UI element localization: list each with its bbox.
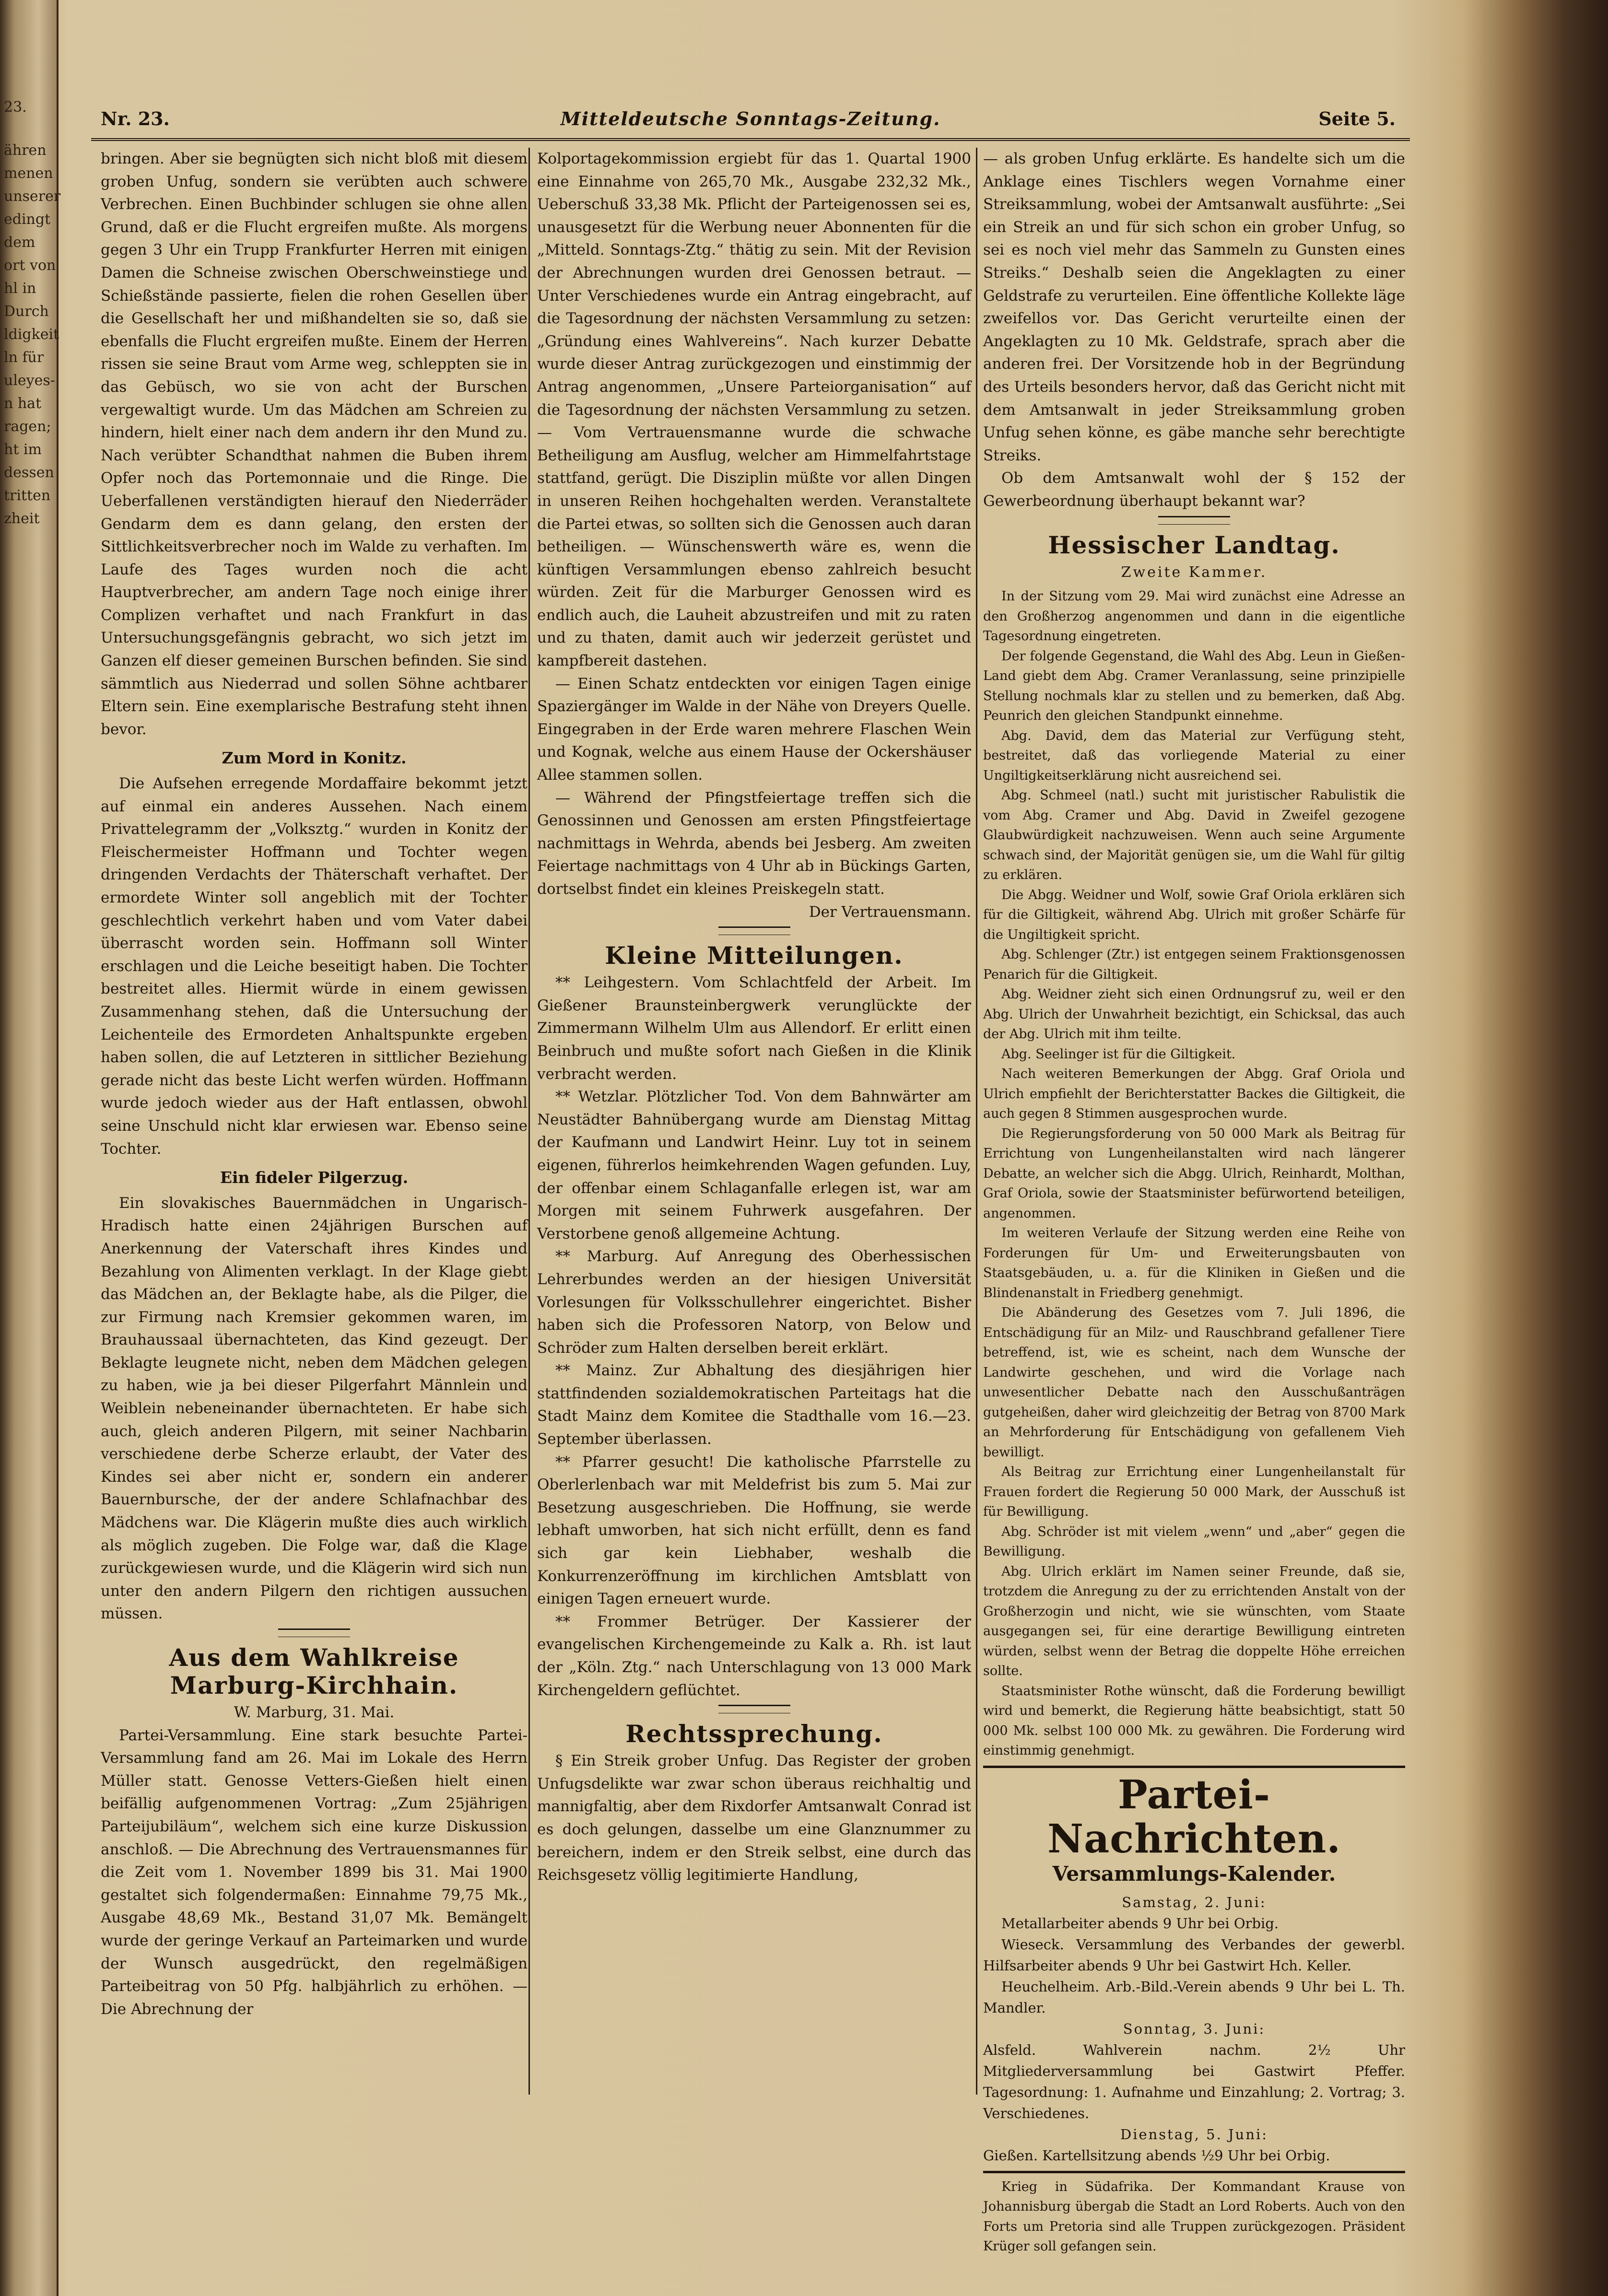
report-paragraph: Abg. Schmeel (natl.) sucht mit juristischer Rabulistik die vom Abg. Cramer und Abg. David in Zweifel gezogene Glaubwürdigkeit nachzuweisen. Wenn auch seine Argumente schwach sind, der Majorität genügen sie, um die Wahl für giltig zu erklären. bbox=[983, 788, 1405, 883]
issue-number: Nr. 23. bbox=[101, 108, 170, 129]
section-divider bbox=[718, 1705, 790, 1713]
report-paragraph: Abg. Seelinger ist für die Giltigkeit. bbox=[1001, 1046, 1236, 1062]
margin-fragment: edingt bbox=[4, 211, 51, 228]
column-rule bbox=[976, 148, 977, 2095]
section-divider bbox=[718, 926, 790, 935]
section-rule bbox=[983, 2171, 1405, 2173]
article-paragraph: Partei-Versammlung. Eine stark besuchte Partei-Versammlung fand am 26. Mai im Lokale des Herrn Müller statt. Genosse Vetters-Gießen hielt einen beifällig aufgenommenen Vortrag: „Zum 25jährigen Parteijubiläum“, welchem sich eine kurze Diskussion anschloß. — Die Abrechnung des Vertrauensmannes für die Zeit vom 1. November 1899 bis 31. Mai 1900 gestaltet sich folgendermaßen: Einnahme 79,75 Mk., Ausgabe 48,69 Mk., Bestand 31,07 Mk. Bemängelt wurde der geringe Verkauf an Parteimarken und wurde der Wunsch ausgedrückt, den regelmäßigen Parteibeitrag von 50 Pfg. halbjährlich zu erhöhen. — Die Abrechnung der bbox=[101, 1726, 528, 2018]
margin-fragment: Durch bbox=[4, 303, 49, 320]
article-heading: Zum Mord in Konitz. bbox=[222, 749, 407, 768]
report-paragraph: Staatsminister Rothe wünscht, daß die Forderung bewilligt wird und bemerkt, die Regierung hätte beabsichtigt, statt 50 000 Mk. selbst 100 000 Mk. zu gewähren. Die Forderung wird einstimmig genehmigt. bbox=[983, 1683, 1405, 1758]
article-paragraph: — Einen Schatz entdeckten vor einigen Tagen einige Spaziergänger im Walde in der Nähe von Dreyers Quelle. Eingegraben in der Erde waren mehrere Flaschen Wein und Kognak, welche aus einem Hause der Ockershäuser Allee stammen sollen. bbox=[537, 675, 971, 784]
report-paragraph: Die Abgg. Weidner und Wolf, sowie Graf Oriola erklären sich für die Giltigkeit, während Abg. Ulrich mit großer Schärfe für die Ungiltigkeit spricht. bbox=[983, 887, 1405, 942]
margin-fragment: n hat bbox=[4, 395, 42, 412]
report-paragraph: In der Sitzung vom 29. Mai wird zunächst eine Adresse an den Großherzog angenommen und dann in die eigentliche Tagesordnung eingetreten. bbox=[983, 589, 1405, 644]
column-3 bbox=[983, 148, 1405, 2254]
newspaper-page bbox=[91, 96, 1410, 2254]
margin-fragment: dessen bbox=[4, 464, 54, 481]
section-subheading: Versammlungs-Kalender. bbox=[1052, 1862, 1336, 1886]
column-rule bbox=[528, 148, 530, 2095]
news-item: ** Wetzlar. Plötzlicher Tod. Von dem Bahnwärter am Neustädter Bahnübergang wurde am Dienstag Mittag der Kaufmann und Landwirt Heinr. Luy tot in seinem eigenen, führerlos heimkehrenden Wagen gefunden. Luy, der offenbar einem Schlaganfalle erlegen ist, war am Morgen mit seinem Fuhrwerk ausgefahren. Der Verstorbene genoß allgemeine Achtung. bbox=[537, 1088, 971, 1242]
article-paragraph: bringen. Aber sie begnügten sich nicht bloß mit diesem groben Unfug, sondern sie verübten auch schwere Verbrechen. Einen Buchbinder schlugen sie ohne allen Grund, daß er die Flucht ergreifen mußte. Als morgens gegen 3 Uhr ein Trupp Frankfurter Herren mit einigen Damen die Schneise zwischen Oberschweinstiege und Schießstände passierte, fielen die rohen Gesellen über die Gesellschaft her und mißhandelten sie so, daß sie ebenfalls die Flucht ergreifen mußte. Einem der Herren rissen sie seine Braut vom Arme weg, schleppten sie in das Gebüsch, wo sie von acht der Burschen vergewaltigt wurde. Um das Mädchen am Schreien zu hindern, hielt einer nach dem andern ihr den Mund zu. Nach verübter Schandthat nahmen die Buben ihrem Opfer noch das Portemonnaie und die Ringe. Die Ueberfallenen verständigten hierauf den Niederräder Gendarm dem es dann gelang, den ersten der Sittlichkeitsverbrecher noch im Walde zu verhaften. Im Laufe des Tages wurden noch die acht Hauptverbrecher, am andern Tage noch einige ihrer Complizen verhaftet und nach Frankfurt in das Untersuchungsgefängnis gebracht, wo sich jetzt im Ganzen elf dieser gemeinen Burschen befinden. Sie sind sämmtlich aus Niederrad und sollen Söhne achtbarer Eltern sein. Eine exemplarische Bestrafung steht ihnen bevor. bbox=[101, 150, 528, 738]
news-item: Krieg in Südafrika. Der Kommandant Krause von Johannisburg übergab die Stadt an Lord Roberts. Auch von den Forts um Pretoria sind alle Truppen zurückgezogen. Präsident Krüger soll gefangen sein. bbox=[983, 2179, 1405, 2254]
report-paragraph: Abg. Ulrich erklärt im Namen seiner Freunde, daß sie, trotzdem die Anregung zu der zu errichtenden Anstalt von der Großherzogin und nicht, wie sie wünschten, vom Staate ausgegangen sei, für eine derartige Bewilligung eintreten würden, selbst wenn der Betrag die doppelte Höhe erreichen sollte. bbox=[983, 1564, 1405, 1679]
column-1 bbox=[101, 148, 528, 2095]
margin-fragment: hl in bbox=[4, 280, 36, 297]
page-number: Seite 5. bbox=[1318, 108, 1396, 129]
margin-fragment: ähren bbox=[4, 142, 47, 159]
report-paragraph: Die Regierungsforderung von 50 000 Mark als Beitrag für Errichtung von Lungenheilanstalten wird nach längerer Debatte, an welcher sich die Abgg. Ulrich, Reinhardt, Molthan, Graf Oriola, sowie der Staatsminister befürwortend beteiligen, angenommen. bbox=[983, 1126, 1405, 1221]
calendar-entry: Gießen. Kartellsitzung abends ½9 Uhr bei Orbig. bbox=[983, 2147, 1330, 2164]
margin-fragment: dem bbox=[4, 234, 35, 251]
news-item: ** Pfarrer gesucht! Die katholische Pfarrstelle zu Oberlerlenbach war mit Meldefrist bis zum 5. Mai zur Besetzung ausgeschrieben. Die Hoffnung, sie werde lebhaft umworben, hat sich nicht erfüllt, denn es fand sich gar kein Liebhaber, weshalb die Konkurrenzeröffnung im kirchlichen Amtsblatt von einigen Tagen erneuert wurde. bbox=[537, 1453, 971, 1608]
margin-fragment: ln für bbox=[4, 349, 44, 366]
report-paragraph: Der folgende Gegenstand, die Wahl des Abg. Leun in Gießen-Land giebt dem Abg. Cramer Veranlassung, seine prinzipielle Stellung nochmals klar zu stellen und zu bemerken, daß Abg. Peunrich den gleichen Standpunkt einnehme. bbox=[983, 648, 1405, 724]
calendar-entry: Wieseck. Versammlung des Verbandes der gewerbl. Hilfsarbeiter abends 9 Uhr bei Gastwirt Hch. Keller. bbox=[983, 1936, 1405, 1974]
section-divider bbox=[278, 1628, 350, 1637]
section-divider bbox=[1158, 516, 1230, 525]
margin-fragment: 23. bbox=[4, 99, 27, 116]
article-paragraph: Kolportagekommission ergiebt für das 1. Quartal 1900 eine Einnahme von 265,70 Mk., Ausgabe 232,32 Mk., Ueberschuß 33,38 Mk. Pflicht der Parteigenossen sei es, unausgesetzt für die Werbung neuer Abonnenten für die „Mitteld. Sonntags-Ztg.“ thätig zu sein. Mit der Revision der Abrechnungen wurden drei Genossen betraut. — Unter Verschiedenes wurde ein Antrag eingebracht, auf die Tagesordnung der nächsten Versammlung zu setzen: „Gründung eines Wahlvereins“. Nach kurzer Debatte wurde dieser Antrag zurückgezogen und einstimmig der Antrag angenommen, „Unsere Parteiorganisation“ auf die Tagesordnung der nächsten Versammlung zu setzen. — Vom Vertrauensmanne wurde die schwache Betheiligung am Ausflug, welcher am Himmelfahrtstage stattfand, gerügt. Die Disziplin müßte vor allen Dingen in unseren Reihen hochgehalten werden. Veranstaltete die Partei etwas, so sollten sich die Genossen auch daran betheiligen. — Wünschenswerth wäre es, wenn die künftigen Versammlungen ebenso zahlreich besucht würden. Zeit für die Marburger Genossen wird es endlich auch, die Lauheit abzustreifen und mit zu raten und zu thaten, damit auch wir jederzeit gerüstet und kampfbereit dastehen. bbox=[537, 150, 971, 670]
dateline: W. Marburg, 31. Mai. bbox=[234, 1704, 395, 1721]
margin-fragment: unserer bbox=[4, 188, 61, 205]
article-heading: Ein fideler Pilgerzug. bbox=[220, 1168, 409, 1187]
report-paragraph: Die Abänderung des Gesetzes vom 7. Juli 1896, die Entschädigung für an Milz- und Rauschbrand gefallener Tiere betreffend, ist, wie es scheint, nach dem Wunsche der Landwirte geschehen, und wird die Vorlage nach unwesentlicher Debatte nach den Ausschußanträgen gutgeheißen, daher wird gleichzeitig der Betrag von 8700 Mark an Mehrforderung für Entschädigung von gefallenem Vieh bewilligt. bbox=[983, 1305, 1405, 1460]
calendar-entry: Heuchelheim. Arb.-Bild.-Verein abends 9 Uhr bei L. Th. Mandler. bbox=[983, 1978, 1405, 2016]
article-paragraph: — Während der Pfingstfeiertage treffen sich die Genossinnen und Genossen am ersten Pfingstfeiertage nachmittags in Wehrda, abends bei Jesberg. Am zweiten Feiertage nachmittags von 4 Uhr ab in Bückings Garten, dortselbst findet ein kleines Preiskegeln statt. bbox=[537, 789, 971, 898]
calendar-entry: Alsfeld. Wahlverein nachm. 2½ Uhr Mitgliederversammlung bei Gastwirt Pfeffer. Tagesordnung: 1. Aufnahme und Einzahlung; 2. Vortrag; 3. Verschiedenes. bbox=[983, 2041, 1405, 2121]
page-header bbox=[91, 108, 1410, 141]
calendar-day: Samstag, 2. Juni: bbox=[1122, 1894, 1267, 1910]
landtag-report bbox=[983, 586, 1405, 1761]
section-heading: Partei-Nachrichten. bbox=[1047, 1771, 1341, 1862]
report-paragraph: Abg. Weidner zieht sich einen Ordnungsruf zu, weil er den Abg. Ulrich der Unwahrheit bezichtigt, ein Schicksal, das auch der Abg. Ulrich mit ihm teilte. bbox=[983, 987, 1405, 1042]
report-paragraph: Als Beitrag zur Errichtung einer Lungenheilanstalt für Frauen fordert die Regierung 50 000 Mark, der Ausschuß ist für Bewilligung. bbox=[983, 1464, 1405, 1520]
signature: Der Vertrauensmann. bbox=[809, 903, 971, 921]
margin-fragment: ldigkeit bbox=[4, 326, 59, 343]
newspaper-title: Mitteldeutsche Sonntags-Zeitung. bbox=[560, 108, 941, 129]
article-paragraph: Die Aufsehen erregende Mordaffaire bekommt jetzt auf einmal ein anderes Aussehen. Nach einem Privattelegramm der „Volksztg.“ wurden in Konitz der Fleischermeister Hoffmann und Tochter wegen dringenden Verdachts der Thäterschaft verhaftet. Der ermordete Winter soll angeblich mit der Tochter geschlechtlich verkehrt haben und vom Vater dabei überrascht worden sein. Hoffmann soll Winter erschlagen und die Leiche beseitigt haben. Die Tochter bestreitet alles. Hiermit würde in einem gewissen Zusammenhang stehen, daß die Untersuchung der Leichenteile des Ermordeten Anhaltspunkte ergeben haben sollen, die auf Letzteren in sittlicher Beziehung gerade nicht das beste Licht werfen würden. Hoffmann wurde jedoch wieder aus der Haft entlassen, obwohl seine Unschuld nicht klar erwiesen war. Ebenso seine Tochter. bbox=[101, 775, 528, 1158]
margin-fragment: ort von bbox=[4, 257, 56, 274]
margin-fragment: uleyes- bbox=[4, 372, 55, 389]
news-item: ** Mainz. Zur Abhaltung des diesjährigen hier stattfindenden sozialdemokratischen Parteitags hat die Stadt Mainz dem Komitee die Stadthalle vom 16.—23. September überlassen. bbox=[537, 1362, 971, 1448]
calendar-entry: Metallarbeiter abends 9 Uhr bei Orbig. bbox=[1001, 1915, 1279, 1932]
news-item: ** Frommer Betrüger. Der Kassierer der evangelischen Kirchengemeinde zu Kalk a. Rh. ist laut der „Köln. Ztg.“ nach Unterschlagung von 13 000 Mark Kirchengeldern geflüchtet. bbox=[537, 1613, 971, 1699]
report-paragraph: Nach weiteren Bemerkungen der Abgg. Graf Oriola und Ulrich empfiehlt der Berichterstatter Backes die Giltigkeit, die auch gegen 8 Stimmen ausgesprochen wurde. bbox=[983, 1066, 1405, 1122]
article-paragraph: — als groben Unfug erklärte. Es handelte sich um die Anklage eines Tischlers wegen Vornahme einer Streiksammlung, wobei der Amtsanwalt ausführte: „Sei ein Streik an und für sich schon ein grober Unfug, so sei es noch viel mehr das Sammeln zu Gunsten eines Streiks.“ Deshalb seien die Angeklagten zu einer Geldstrafe zu verurteilen. Eine öffentliche Kollekte läge zweifellos vor. Das Gericht verurteilte einen der Angeklagten zu 10 Mk. Geldstrafe, sprach aber die anderen frei. Der Vorsitzende hob in der Begründung des Urteils besonders hervor, daß das Gericht nicht mit dem Amtsanwalt in jeder Streiksammlung groben Unfug sehen könne, es gäbe manche sehr berechtigte Streiks. bbox=[983, 150, 1405, 464]
report-paragraph: Abg. Schlenger (Ztr.) ist entgegen seinem Fraktionsgenossen Penarich für die Giltigkeit. bbox=[983, 947, 1405, 982]
margin-fragment: ht im bbox=[4, 441, 42, 458]
section-rule bbox=[983, 1766, 1405, 1768]
section-heading: Rechtssprechung. bbox=[625, 1720, 883, 1748]
header-rule bbox=[91, 138, 1410, 141]
section-heading: Aus dem Wahlkreise Marburg-Kirchhain. bbox=[169, 1643, 459, 1699]
margin-fragment: tritten bbox=[4, 487, 51, 504]
report-paragraph: Abg. Schröder ist mit vielem „wenn“ und „aber“ gegen die Bewilligung. bbox=[983, 1524, 1405, 1559]
news-item: ** Leihgestern. Vom Schlachtfeld der Arbeit. Im Gießener Braunsteinbergwerk verunglückte der Zimmermann Wilhelm Ulm aus Allendorf. Er erlitt einen Beinbruch und mußte sofort nach Gießen in die Klinik verbracht werden. bbox=[537, 974, 971, 1083]
margin-fragment: menen bbox=[4, 165, 53, 182]
report-paragraph: Abg. David, dem das Material zur Verfügung steht, bestreitet, daß das vorliegende Material zu einer Ungiltigkeitserklärung nicht ausreichend sei. bbox=[983, 728, 1405, 783]
calendar-day: Sonntag, 3. Juni: bbox=[1123, 2020, 1266, 2037]
article-paragraph: Ob dem Amtsanwalt wohl der § 152 der Gewerbeordnung überhaupt bekannt war? bbox=[983, 469, 1405, 510]
section-subheading: Zweite Kammer. bbox=[1121, 563, 1268, 581]
margin-fragment: zheit bbox=[4, 510, 40, 527]
column-2 bbox=[537, 148, 971, 2095]
section-heading: Hessischer Landtag. bbox=[1048, 530, 1340, 559]
news-item: ** Marburg. Auf Anregung des Oberhessischen Lehrerbundes werden an der hiesigen Universität Vorlesungen für Volksschullehrer eingerichtet. Bisher haben sich die Professoren Natorp, von Below und Schröder zum Halten derselben bereit erklärt. bbox=[537, 1248, 971, 1357]
margin-fragment: ragen; bbox=[4, 418, 51, 435]
article-paragraph: § Ein Streik grober Unfug. Das Register der groben Unfugsdelikte war zwar schon überaus reichhaltig und mannigfaltig, aber dem Rixdorfer Amtsanwalt Conrad ist es doch gelungen, dasselbe um eine Glanznummer zu bereichern, indem er den Streik selbst, eine durch das Reichsgesetz völlig legitimierte Handlung, bbox=[537, 1752, 971, 1884]
calendar-day: Dienstag, 5. Juni: bbox=[1120, 2126, 1268, 2143]
article-paragraph: Ein slovakisches Bauernmädchen in Ungarisch-Hradisch hatte einen 24jährigen Burschen auf Anerkennung der Vaterschaft ihres Kindes und Bezahlung von Alimenten verklagt. In der Klage giebt das Mädchen an, der Beklagte habe, als die Pilger, die zur Firmung nach Kremsier gekommen waren, im Brauhaussaal übernachteten, das Kind gezeugt. Der Beklagte leugnete nicht, neben dem Mädchen gelegen zu haben, wie ja bei dieser Pilgerfahrt Männlein und Weiblein nebeneinander übernachteten. Er habe sich auch, gleich anderen Pilgern, mit seiner Nachbarin verschiedene derbe Scherze erlaubt, der Vater des Kindes sei aber nicht er, sondern ein anderer Bauernbursche, der der andere Schlafnachbar des Mädchens war. Die Klägerin mußte dies auch wirklich als möglich zugeben. Die Folge war, daß die Klage zurückgewiesen wurde, und die Klägerin wird sich nun unter den andern Pilgern den richtigen aussuchen müssen. bbox=[101, 1194, 528, 1623]
report-paragraph: Im weiteren Verlaufe der Sitzung werden eine Reihe von Forderungen für Um- und Erweiterungsbauten von Staatsgebäuden, u. a. für die Kliniken in Gießen und die Blindenanstalt in Friedberg genehmigt. bbox=[983, 1226, 1405, 1300]
meeting-calendar bbox=[983, 1892, 1405, 2166]
section-heading: Kleine Mitteilungen. bbox=[605, 941, 904, 970]
previous-page-edge bbox=[0, 0, 59, 2296]
